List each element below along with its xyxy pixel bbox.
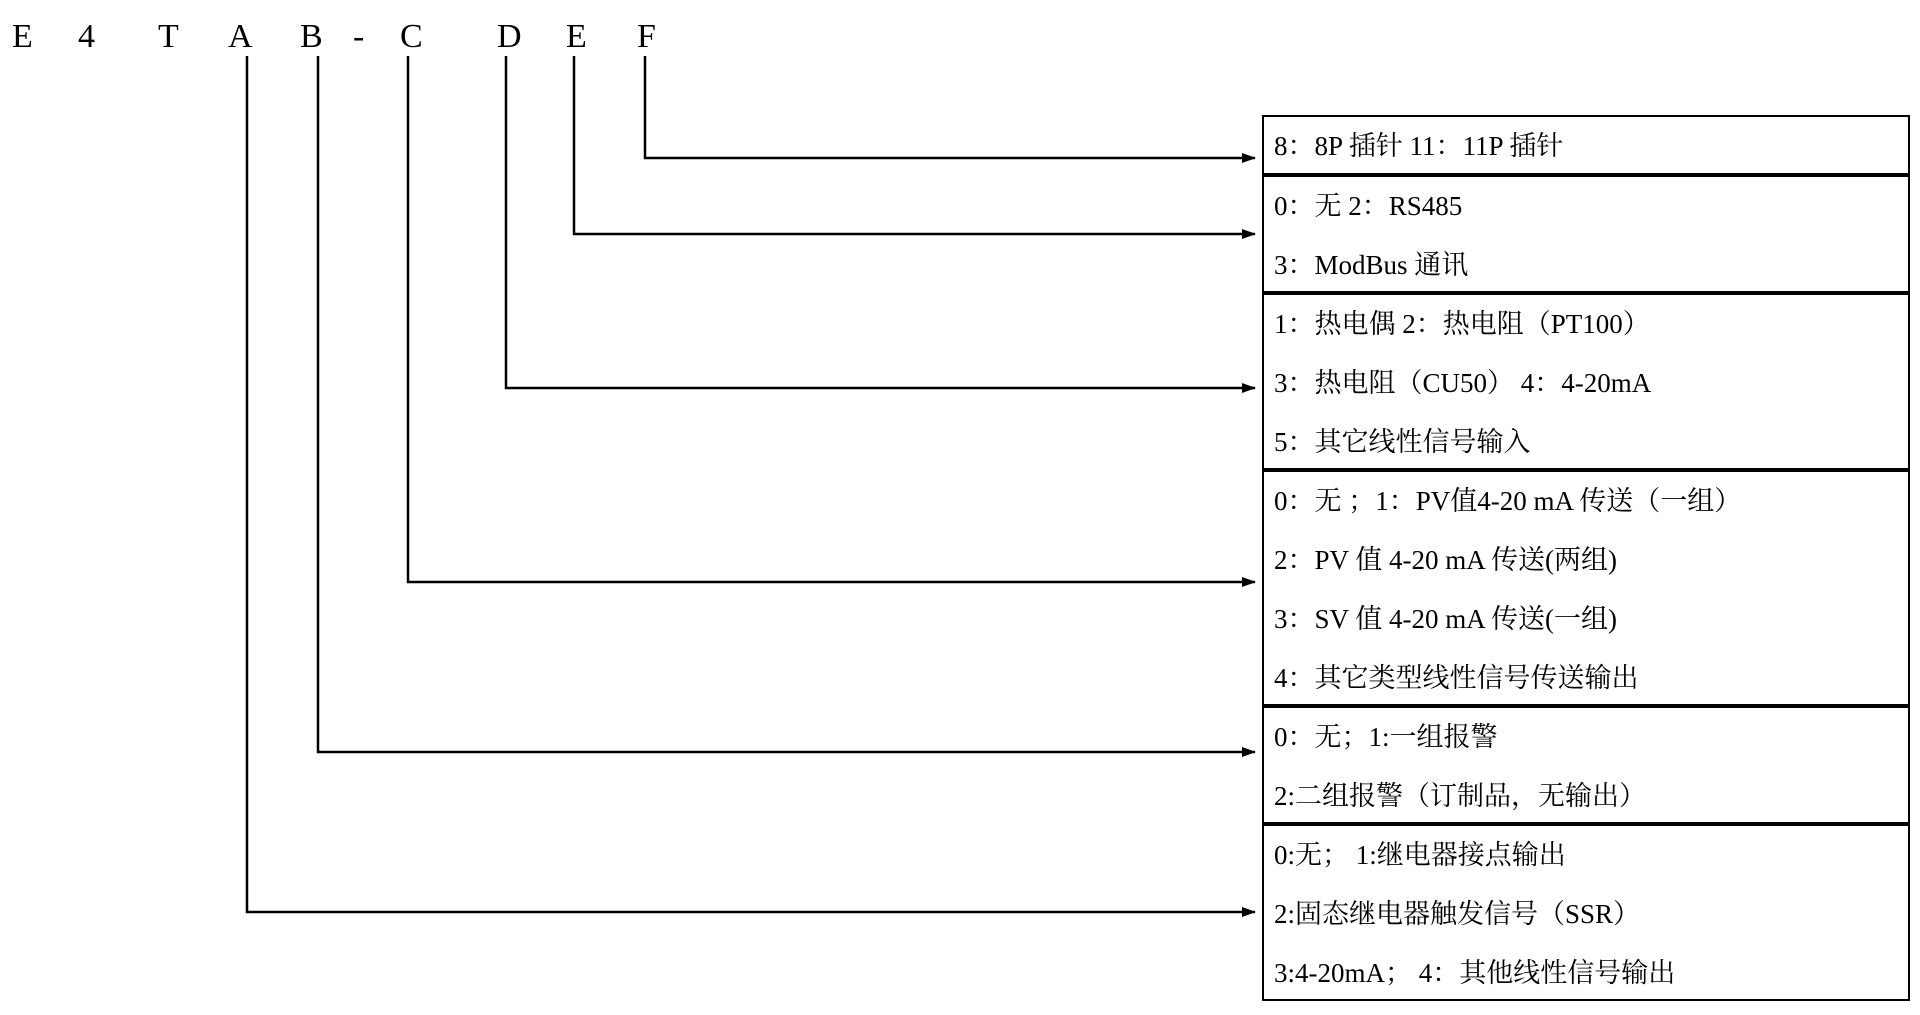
option-panel-f — [1262, 115, 1910, 175]
leader-line-c — [408, 56, 1255, 582]
option-row: 2:二组报警（订制品，无输出） — [1274, 781, 1647, 812]
option-row: 3:4-20mA； 4：其他线性信号输出 — [1274, 958, 1676, 989]
code-char-dash: - — [353, 18, 365, 55]
option-panel-d — [1262, 293, 1910, 470]
option-row: 1：热电偶 2：热电阻（PT100） — [1274, 309, 1650, 340]
code-char-f: F — [637, 18, 656, 55]
option-row: 8：8P 插针 11：11P 插针 — [1274, 131, 1564, 162]
code-char-d: D — [497, 18, 522, 55]
option-row: 0：无；1:一组报警 — [1274, 722, 1498, 753]
option-row: 5：其它线性信号输入 — [1274, 427, 1531, 458]
leader-line-f — [645, 56, 1255, 158]
option-panel-c — [1262, 470, 1910, 706]
code-char-t: T — [158, 18, 179, 55]
option-row: 3：ModBus 通讯 — [1274, 250, 1469, 281]
option-row: 0：无 2：RS485 — [1274, 191, 1463, 222]
option-row: 2:固态继电器触发信号（SSR） — [1274, 899, 1641, 930]
code-char-e2: E — [566, 18, 587, 55]
code-char-e1: E — [12, 18, 33, 55]
option-row: 0：无 ；1：PV值4-20 mA 传送（一组） — [1274, 486, 1742, 517]
option-row: 3：热电阻（CU50） 4：4-20mA — [1274, 368, 1652, 399]
option-row: 0:无； 1:继电器接点输出 — [1274, 840, 1566, 871]
option-panel-e — [1262, 175, 1910, 293]
code-char-c: C — [400, 18, 423, 55]
option-panel-a — [1262, 824, 1910, 1001]
option-row: 2：PV 值 4-20 mA 传送(两组) — [1274, 545, 1618, 576]
code-char-a: A — [228, 18, 253, 55]
option-panel-b — [1262, 706, 1910, 824]
leader-line-d — [506, 56, 1255, 388]
code-char-b: B — [300, 18, 323, 55]
option-row: 4：其它类型线性信号传送输出 — [1274, 663, 1639, 694]
code-char-4: 4 — [78, 18, 95, 55]
leader-line-a — [247, 56, 1255, 912]
option-row: 3：SV 值 4-20 mA 传送(一组) — [1274, 604, 1618, 635]
leader-line-e — [574, 56, 1255, 234]
leader-line-b — [318, 56, 1255, 752]
